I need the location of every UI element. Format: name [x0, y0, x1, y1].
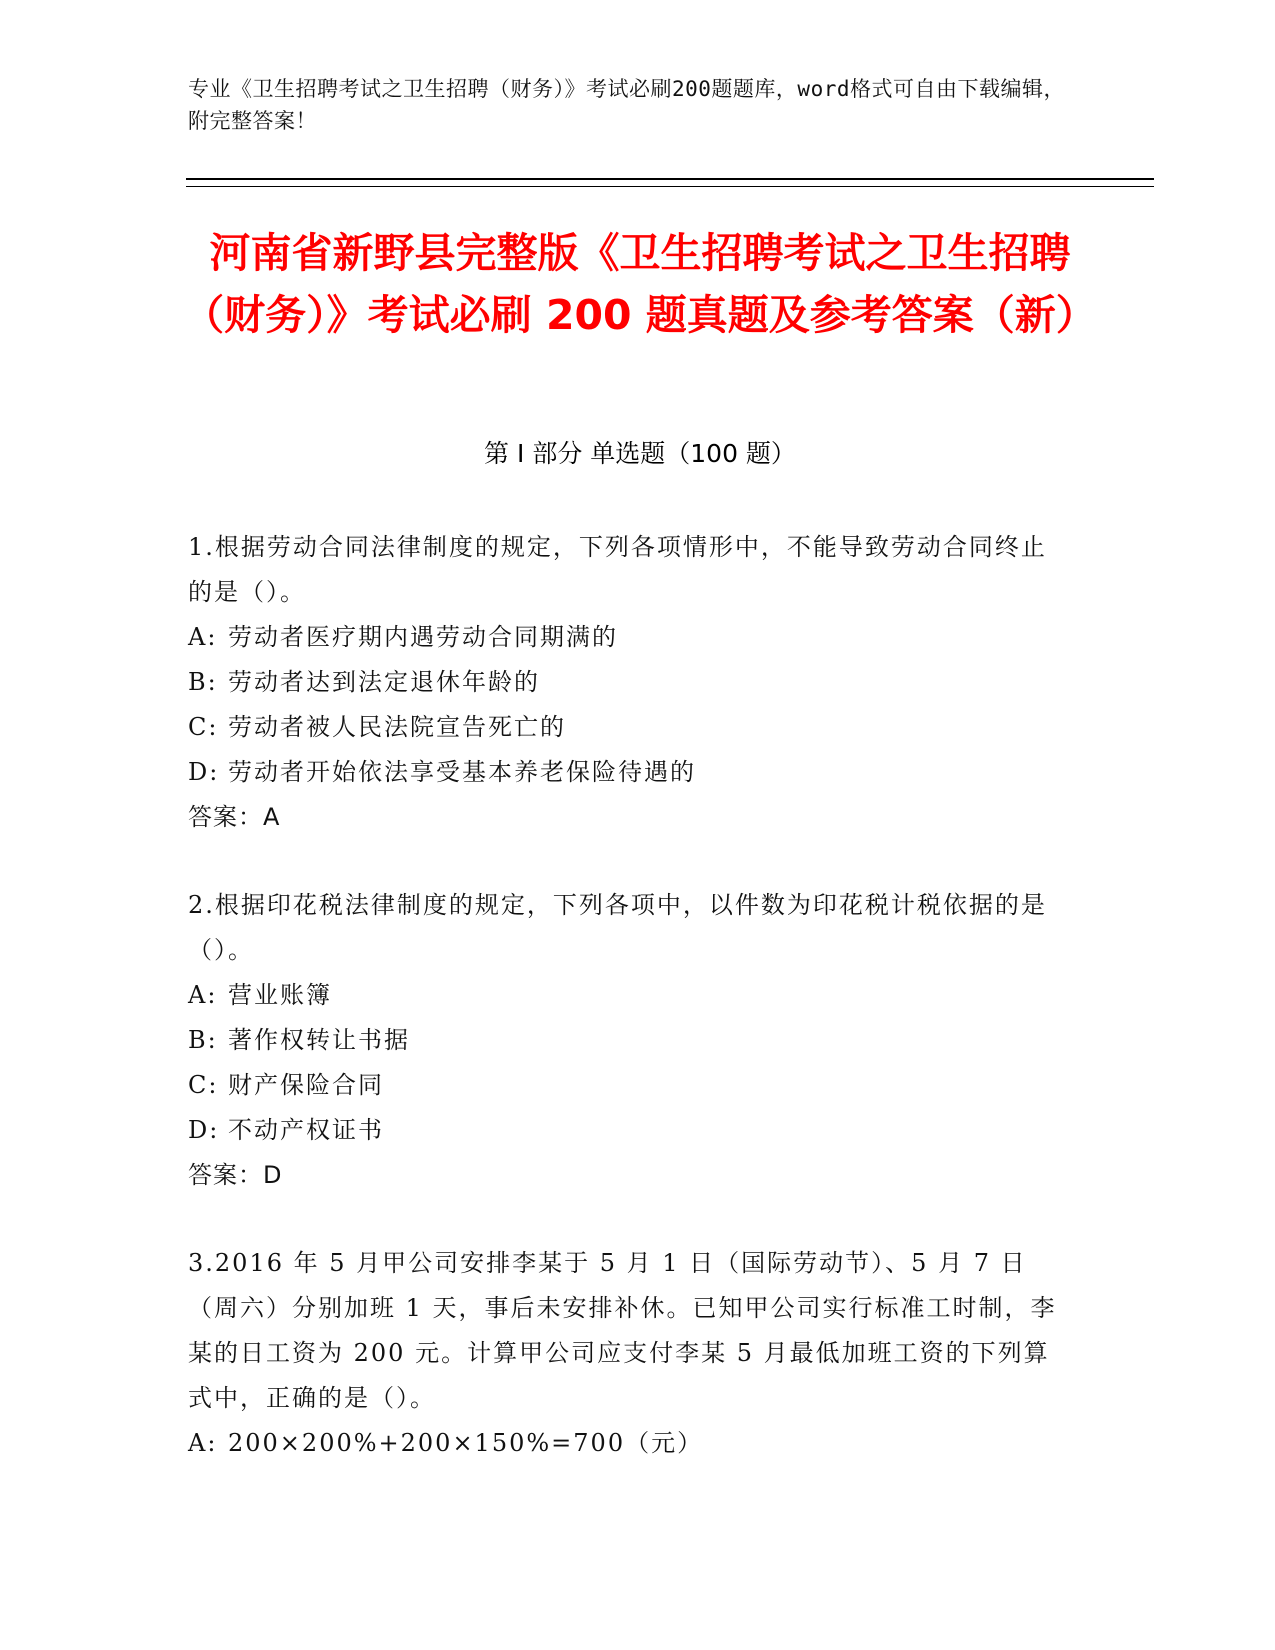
question-1	[188, 525, 1068, 840]
option-a	[188, 615, 1068, 660]
option-b	[188, 660, 1068, 705]
option-d	[188, 750, 1068, 795]
document-title: 河南省新野县完整版《卫生招聘考试之卫生招聘（财务）》考试必刷 200 题真题及参考答案（新）	[183, 229, 1097, 339]
option-text: 财产保险合同	[228, 1071, 384, 1099]
option-text: 劳动者被人民法院宣告死亡的	[228, 713, 566, 741]
option-a	[188, 1421, 1068, 1466]
question-2	[188, 883, 1068, 1198]
option-text: 不动产权证书	[228, 1116, 384, 1144]
option-d	[188, 1108, 1068, 1153]
option-key: C:	[188, 713, 219, 741]
option-key: B:	[188, 1026, 218, 1054]
option-key: D:	[188, 1116, 220, 1144]
answer: 答案：D	[188, 1161, 283, 1189]
option-key: B:	[188, 668, 218, 696]
option-text: 著作权转让书据	[228, 1026, 410, 1054]
option-key: D:	[188, 758, 220, 786]
option-text: 劳动者开始依法享受基本养老保险待遇的	[228, 758, 696, 786]
option-key: A:	[188, 1429, 218, 1457]
section-title: 第 I 部分 单选题（100 题）	[484, 439, 796, 468]
option-key: A:	[188, 981, 218, 1009]
question-3	[188, 1241, 1068, 1466]
option-c	[188, 1063, 1068, 1108]
option-key: A:	[188, 623, 218, 651]
option-text: 营业账簿	[228, 981, 332, 1009]
header-divider-thick	[186, 178, 1154, 180]
option-a	[188, 973, 1068, 1018]
option-b	[188, 1018, 1068, 1063]
header-divider-thin	[186, 186, 1154, 187]
option-text: 劳动者达到法定退休年龄的	[228, 668, 540, 696]
option-text: 劳动者医疗期内遇劳动合同期满的	[228, 623, 618, 651]
question-stem: 1.根据劳动合同法律制度的规定，下列各项情形中，不能导致劳动合同终止的是（）。	[188, 533, 1047, 606]
answer: 答案：A	[188, 803, 281, 831]
question-stem: 2.根据印花税法律制度的规定，下列各项中，以件数为印花税计税依据的是（）。	[188, 891, 1047, 964]
option-c	[188, 705, 1068, 750]
question-stem: 3.2016 年 5 月甲公司安排李某于 5 月 1 日（国际劳动节）、5 月 7 日（周六）分别加班 1 天，事后未安排补休。已知甲公司实行标准工时制，李某的日工资为 200 元。计算甲公司应支付李某 5 月最低加班工资的下列算式中，正确的是（）。	[188, 1249, 1057, 1412]
header-note: 专业《卫生招聘考试之卫生招聘（财务）》考试必刷200题题库，word格式可自由下载编辑，附完整答案！	[188, 77, 1065, 133]
option-text: 200×200%+200×150%=700（元）	[228, 1429, 704, 1457]
option-key: C:	[188, 1071, 219, 1099]
